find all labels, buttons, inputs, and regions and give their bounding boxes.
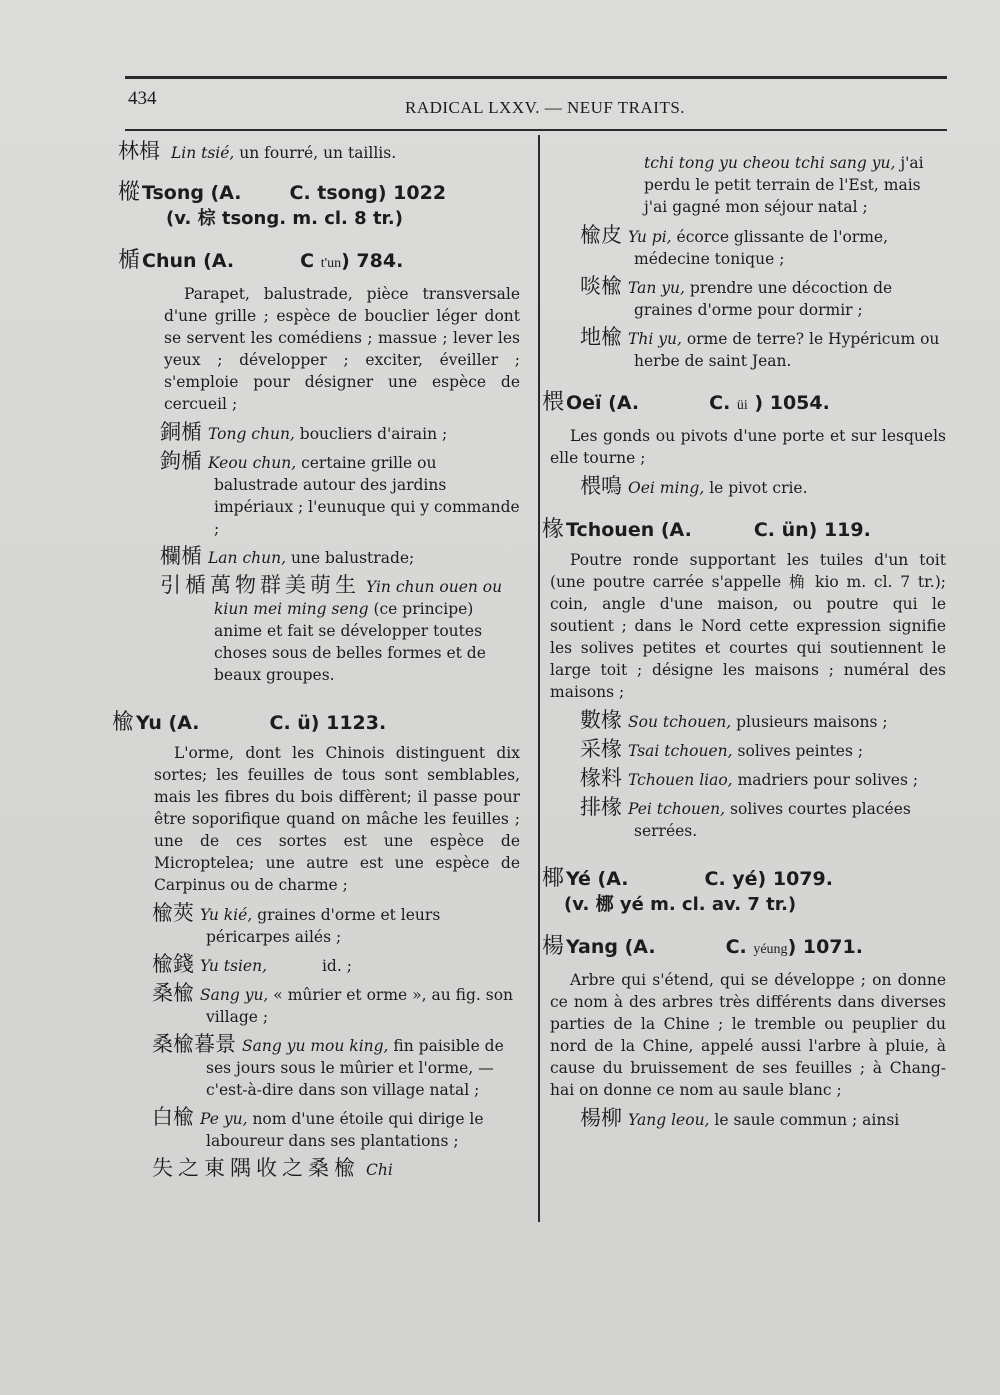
entry-head-chun xyxy=(118,250,520,275)
head-canton-end: ) 1071. xyxy=(787,936,863,958)
head-word: Yang (A. xyxy=(566,936,656,958)
sub-romanization: Tchouen liao, xyxy=(628,771,733,789)
entry-romanization: Lin tsié, xyxy=(170,144,235,162)
definition-yu: L'orme, dont les Chinois distinguent dix sortes; les feuilles de tous sont semblables, mais les fibres du bois diffèrent; il passe pour être soporifique quand on mâche les feuilles ; une de ces sortes est une espèce de Microptelea; une autre est une espèce de Carpinus ou de charme ; xyxy=(154,744,520,894)
subentry-keou-chun xyxy=(160,450,520,540)
continuation-romanization: tchi tong yu cheou tchi sang yu, xyxy=(644,154,896,172)
subentry-thi-yu xyxy=(580,326,946,372)
subentry-lan-chun xyxy=(160,545,520,569)
head-canton: C xyxy=(300,250,321,272)
sub-text: graines d'orme et leurs péricarpes ailés ; xyxy=(206,906,441,946)
head-canton: C. xyxy=(709,392,737,414)
head-word: Tchouen (A. xyxy=(566,519,692,541)
sub-romanization: Pe yu, xyxy=(200,1110,248,1128)
entry-head-ye xyxy=(542,868,946,890)
sub-romanization: Thi yu, xyxy=(628,330,682,348)
definition-tchouen: Poutre ronde supportant les tuiles d'un toit (une poutre carrée s'appelle 桷 kio m. cl. 7 tr.); coin, angle d'une maison, ou poutre qui le soutient ; dans le Nord cette expression signifie les solives petites et courtes qui soutiennent le large toit ; désigne les maisons ; numéral des maisons ; xyxy=(550,551,946,701)
continuation-text: j'ai perdu le petit terrain de l'Est, mais j'ai gagné mon séjour natal ; xyxy=(644,154,924,216)
sub-romanization: Tsai tchouen, xyxy=(628,742,733,760)
head-canton: C. yé) 1079. xyxy=(704,868,833,890)
sub-romanization: Sou tchouen, xyxy=(628,713,732,731)
sub-chars: 失之東隅收之桑楡 xyxy=(152,1156,360,1180)
head-canton-small: üi xyxy=(736,398,748,413)
sub-chars: 椽料 xyxy=(580,766,622,790)
subentry-yu-pi xyxy=(580,224,946,270)
sub-romanization: Tan yu, xyxy=(628,279,685,297)
sub-romanization: Yin chun ouen ou kiun mei ming seng xyxy=(214,578,503,618)
head-char: 楯 xyxy=(118,248,141,273)
head-char: 楡 xyxy=(112,710,135,735)
subentry-sang-yu-mou-king xyxy=(152,1033,520,1101)
head-canton: C. ün) 119. xyxy=(753,519,871,541)
sub-chars: 楡皮 xyxy=(580,223,622,247)
sub-romanization: Pei tchouen, xyxy=(628,800,726,818)
subentry-yu-tsien xyxy=(152,953,520,977)
head-canton-small: t'un xyxy=(320,256,342,271)
definition-yang: Arbre qui s'étend, qui se développe ; on donne ce nom à des arbres très différents dans diverses parties de la Chine ; le tremble ou peuplier du nord de la Chine, appelé aussi l'arbre à pluie, à cause du bruissement de ses feuilles ; à Chang-hai on donne ce nom au saule blanc ; xyxy=(550,971,946,1099)
entry-head-tsong xyxy=(118,182,520,204)
head-word: Oeï (A. xyxy=(566,392,640,414)
sub-text: plusieurs maisons ; xyxy=(736,713,888,731)
sub-romanization: Tong chun, xyxy=(208,425,295,443)
sub-romanization: Yu pi, xyxy=(628,228,672,246)
sub-text: id. ; xyxy=(321,957,352,975)
definition-chun: Parapet, balustrade, pièce transversale d'une grille ; espèce de bouclier léger dont se servent les comédiens ; massue ; lever les yeux ; développer ; exciter, éveiller ; s'emploie pour désigner une espèce de cercueil ; xyxy=(164,285,520,413)
entry-lin-tsie xyxy=(118,140,520,164)
page-number: 434 xyxy=(128,88,157,109)
sub-text: boucliers d'airain ; xyxy=(299,425,448,443)
head-canton-end: ) 1054. xyxy=(747,392,830,414)
head-word: Yé (A. xyxy=(566,868,629,890)
sub-chars: 鉤楯 xyxy=(160,449,202,473)
entry-text: un fourré, un taillis. xyxy=(239,144,397,162)
sub-chars: 數椽 xyxy=(580,708,622,732)
entry-note-ye: (v. 梛 yé m. cl. av. 7 tr.) xyxy=(564,894,797,915)
sub-romanization: Yu kié, xyxy=(200,906,253,924)
subentry-tong-chun xyxy=(160,421,520,445)
sub-chars: 白楡 xyxy=(152,1105,194,1129)
sub-chars: 楊柳 xyxy=(580,1106,622,1130)
subentry-yang-leou xyxy=(580,1107,946,1131)
sub-chars: 楡莢 xyxy=(152,901,194,925)
sub-chars: 引楯萬物群美萌生 xyxy=(160,573,360,597)
head-char: 椰 xyxy=(542,866,565,891)
sub-text: le saule commun ; ainsi xyxy=(714,1111,900,1129)
sub-text: fin paisible de ses jours sous le mûrier et l'orme, — c'est-à-dire dans son village natal ; xyxy=(206,1037,504,1099)
sub-chars: 采椽 xyxy=(580,737,622,761)
head-word: Yu (A. xyxy=(136,712,200,734)
sub-chars: 啖楡 xyxy=(580,274,622,298)
subentry-yin-chun xyxy=(160,574,520,686)
sub-romanization: Chi xyxy=(366,1161,393,1179)
continuation-chi xyxy=(644,152,946,218)
sub-romanization: Keou chun, xyxy=(208,454,297,472)
sub-text: solives peintes ; xyxy=(737,742,864,760)
head-char: 樅 xyxy=(118,180,141,205)
entry-head-tchouen xyxy=(542,519,946,541)
sub-chars: 欄楯 xyxy=(160,544,202,568)
sub-romanization: Lan chun, xyxy=(208,549,286,567)
sub-chars: 桑楡 xyxy=(152,981,194,1005)
subentry-tan-yu xyxy=(580,275,946,321)
subentry-tchouen-liao xyxy=(580,767,946,791)
head-canton: C. tsong) 1022 xyxy=(289,182,447,204)
subentry-pe-yu xyxy=(152,1106,520,1152)
sub-chars: 排椽 xyxy=(580,795,622,819)
sub-text: le pivot crie. xyxy=(709,479,808,497)
entry-head-oei xyxy=(542,392,946,417)
sub-chars: 椳鳴 xyxy=(580,474,622,498)
sub-text: nom d'une étoile qui dirige le laboureur dans ses plantations ; xyxy=(206,1110,484,1150)
header-rule xyxy=(125,129,947,131)
subentry-sang-yu xyxy=(152,982,520,1028)
sub-text: solives courtes placées serrées. xyxy=(634,800,911,840)
sub-text: madriers pour solives ; xyxy=(737,771,919,789)
definition-oei: Les gonds ou pivots d'une porte et sur lesquels elle tourne ; xyxy=(550,427,946,467)
sub-chars: 地楡 xyxy=(580,325,622,349)
sub-chars: 桑楡暮景 xyxy=(152,1032,236,1056)
column-divider xyxy=(538,135,540,1222)
subentry-chi xyxy=(152,1157,520,1181)
head-char: 楊 xyxy=(542,934,565,959)
running-head: RADICAL LXXV. — NEUF TRAITS. xyxy=(405,98,686,117)
sub-chars: 楡錢 xyxy=(152,952,194,976)
sub-romanization: Oei ming, xyxy=(628,479,705,497)
left-column xyxy=(112,139,520,1181)
head-word: Tsong (A. xyxy=(142,182,242,204)
entry-chars: 林楫 xyxy=(118,139,160,163)
head-canton: C. xyxy=(725,936,754,958)
sub-text: une balustrade; xyxy=(290,549,415,567)
right-column xyxy=(542,152,946,1131)
entry-head-yang xyxy=(542,936,946,961)
entry-note-tsong: (v. 棕 tsong. m. cl. 8 tr.) xyxy=(166,208,403,229)
sub-romanization: Sang yu mou king, xyxy=(242,1037,389,1055)
sub-text: prendre une décoction de graines d'orme pour dormir ; xyxy=(634,279,893,319)
sub-text: (ce principe) anime et fait se développer toutes choses sous de belles formes et de beaux groupes. xyxy=(214,600,486,684)
sub-text: certaine grille ou balustrade autour des jardins impériaux ; l'eunuque qui y commande ; xyxy=(214,454,520,538)
sub-romanization: Yang leou, xyxy=(628,1111,710,1129)
subentry-yu-kie xyxy=(152,902,520,948)
subentry-tsai-tchouen xyxy=(580,738,946,762)
head-char: 椽 xyxy=(542,517,565,542)
subentry-pei-tchouen xyxy=(580,796,946,842)
top-rule xyxy=(125,76,947,79)
sub-romanization: Sang yu, xyxy=(200,986,269,1004)
sub-text: « mûrier et orme », au fig. son village ; xyxy=(206,986,514,1026)
head-canton: C. ü) 1123. xyxy=(269,712,387,734)
head-canton-end: ) 784. xyxy=(341,250,404,272)
sub-text: écorce glissante de l'orme, médecine tonique ; xyxy=(634,228,888,268)
head-word: Chun (A. xyxy=(142,250,235,272)
subentry-oei-ming xyxy=(580,475,946,499)
sub-romanization: Yu tsien, xyxy=(200,957,268,975)
subentry-sou-tchouen xyxy=(580,709,946,733)
sub-chars: 銅楯 xyxy=(160,420,202,444)
sub-text: orme de terre? le Hypéricum ou herbe de saint Jean. xyxy=(634,330,940,370)
head-char: 椳 xyxy=(542,390,565,415)
head-canton-small: yéung xyxy=(753,942,788,957)
entry-head-yu xyxy=(112,712,520,734)
